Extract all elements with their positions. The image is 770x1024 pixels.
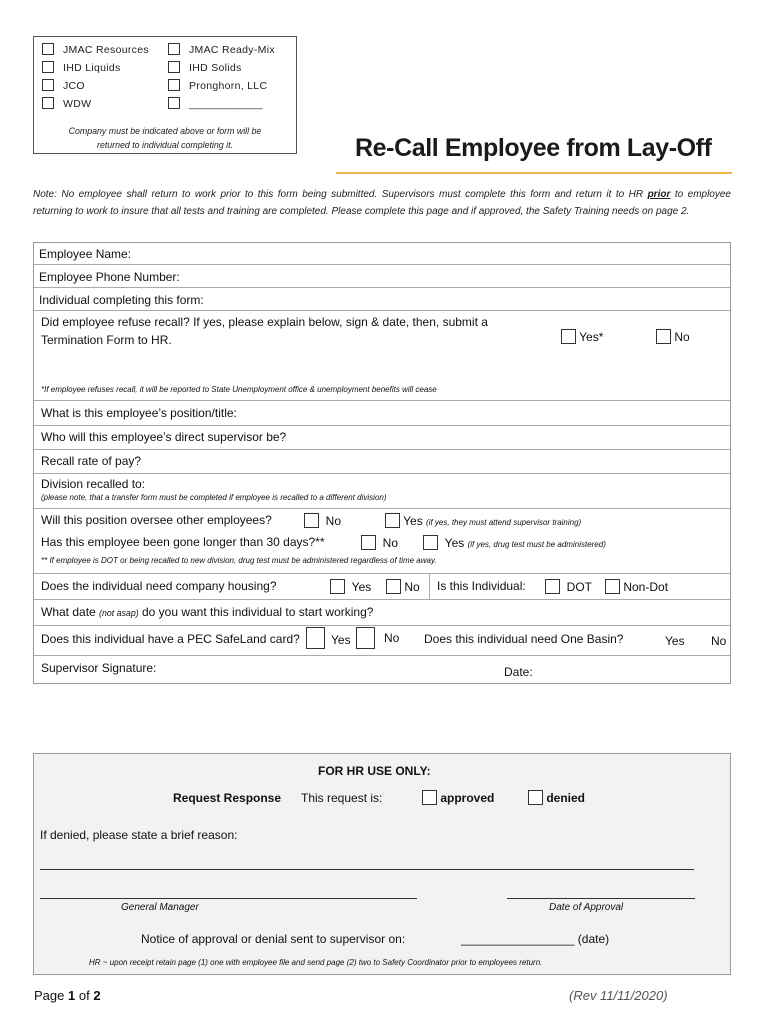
company-note-line: Company must be indicated above or form will be [68, 126, 262, 136]
denied-reason-label: If denied, please state a brief reason: [40, 828, 238, 842]
housing-yes-option[interactable] [330, 579, 371, 594]
checkbox[interactable] [168, 79, 180, 91]
instructions-note [33, 187, 731, 220]
recall-form [33, 242, 731, 684]
company-option-label: ____________ [189, 98, 263, 110]
checkbox[interactable] [385, 513, 400, 528]
company-option-label: IHD Solids [189, 62, 242, 74]
page-total: 2 [93, 988, 101, 1003]
request-response-label: Request Response [173, 791, 282, 805]
position-title-field[interactable]: What is this employee’s position/title: [41, 406, 237, 420]
option-label: No [325, 514, 342, 528]
company-option-label: Pronghorn, LLC [189, 80, 268, 92]
title-underline [336, 172, 732, 174]
supervisor-signature-field[interactable]: Supervisor Signature: [41, 661, 157, 675]
option-label: No [674, 330, 690, 344]
checkbox[interactable] [330, 579, 345, 594]
company-selection-box [33, 36, 297, 154]
company-option-pronghorn[interactable] [168, 79, 267, 92]
gone-no-option[interactable] [361, 535, 398, 550]
approval-date-line[interactable] [507, 898, 695, 899]
company-option-label: JMAC Ready-Mix [189, 44, 275, 56]
gone-yes-option[interactable] [423, 535, 606, 550]
notice-date-field[interactable]: _________________ (date) [461, 932, 610, 946]
oversee-yes-option[interactable] [385, 513, 581, 528]
page-current: 1 [68, 988, 76, 1003]
checkbox[interactable] [168, 97, 180, 109]
page-title: Re-Call Employee from Lay-Off [355, 134, 712, 162]
field-label: What date [41, 605, 100, 619]
option-label: approved [440, 791, 495, 805]
option-label: Yes [444, 536, 465, 550]
company-option-other[interactable] [168, 97, 263, 110]
column-divider [429, 573, 430, 599]
pec-question: Does this individual have a PEC SafeLand card? [41, 632, 300, 646]
option-note: (if yes, drug test must be administered) [467, 540, 606, 549]
oversee-no-option[interactable] [304, 513, 341, 528]
option-label: DOT [566, 580, 593, 594]
company-note [34, 124, 296, 152]
direct-supervisor-field[interactable]: Who will this employee’s direct supervisor be? [41, 430, 287, 444]
checkbox[interactable] [605, 579, 620, 594]
option-label: Non-Dot [623, 580, 669, 594]
refuse-footnote: *If employee refuses recall, it will be reported to State Unemployment office & unemployment benefits will cease [41, 385, 437, 394]
hr-heading: FOR HR USE ONLY: [318, 764, 431, 778]
checkbox[interactable] [304, 513, 319, 528]
option-label: denied [546, 791, 586, 805]
page-number [34, 988, 101, 1003]
revision-date: (Rev 11/11/2020) [569, 988, 668, 1003]
company-option-jmac-resources[interactable] [42, 43, 149, 56]
checkbox[interactable] [561, 329, 576, 344]
employee-name-field[interactable]: Employee Name: [39, 247, 132, 261]
refuse-recall-question-cont: Termination Form to HR. [41, 333, 172, 347]
housing-no-option[interactable] [386, 579, 420, 594]
checkbox[interactable] [42, 61, 54, 73]
note-text: Note: No employee shall return to work prior to this form being submitted. Supervisors must complete this form and return it to HR [33, 189, 648, 200]
checkbox[interactable] [42, 97, 54, 109]
company-option-jco[interactable] [42, 79, 85, 92]
request-is-label: This request is: [301, 791, 383, 805]
company-option-jmac-ready-mix[interactable] [168, 43, 275, 56]
division-note: (please note, that a transfer form must be completed if employee is recalled to a different division) [41, 493, 387, 502]
gm-signature-line[interactable] [40, 898, 417, 899]
refuse-recall-question: Did employee refuse recall? If yes, please explain below, sign & date, then, submit a [41, 315, 488, 329]
company-note-line: returned to individual completing it. [97, 140, 233, 150]
employee-phone-field[interactable]: Employee Phone Number: [39, 270, 180, 284]
gm-label: General Manager [121, 902, 199, 913]
denied-reason-line[interactable] [40, 869, 694, 870]
refuse-yes-option[interactable] [561, 329, 603, 344]
checkbox[interactable] [422, 790, 437, 805]
option-label: No [404, 580, 420, 594]
option-label: No [382, 536, 399, 550]
gone-30-days-question: Has this employee been gone longer than 30 days?** [41, 535, 325, 549]
refuse-no-option[interactable] [656, 329, 690, 344]
company-option-ihd-solids[interactable] [168, 61, 242, 74]
dot-footnote: ** If employee is DOT or being recalled to new division, drug test must be administered regardless of time away. [41, 556, 437, 565]
checkbox[interactable] [42, 43, 54, 55]
company-option-label: JMAC Resources [63, 44, 149, 56]
denied-option[interactable] [528, 790, 585, 805]
checkbox[interactable] [656, 329, 671, 344]
checkbox[interactable] [168, 61, 180, 73]
supervisor-date-field[interactable]: Date: [504, 665, 533, 679]
hr-retain-instruction: HR ~ upon receipt retain page (1) one with employee file and send page (2) two to Safety Coordinator prior to employees return. [89, 958, 543, 967]
field-label: do you want this individual to start working? [138, 605, 374, 619]
dot-option[interactable] [545, 579, 592, 594]
one-basin-no[interactable]: No [711, 634, 727, 648]
company-option-label: IHD Liquids [63, 62, 121, 74]
option-label: Yes [403, 514, 423, 528]
pec-no-label: No [384, 631, 400, 645]
individual-type-label: Is this Individual: [437, 579, 526, 593]
option-note: (if yes, they must attend supervisor training) [426, 518, 582, 527]
approved-option[interactable] [422, 790, 494, 805]
option-label: Yes [351, 580, 372, 594]
hr-use-only-box [33, 753, 731, 975]
page-of: of [78, 988, 90, 1003]
option-label: Yes* [579, 330, 604, 344]
recall-rate-field[interactable]: Recall rate of pay? [41, 454, 142, 468]
checkbox[interactable] [42, 79, 54, 91]
one-basin-yes[interactable]: Yes [665, 634, 685, 648]
checkbox[interactable] [168, 43, 180, 55]
non-dot-option[interactable] [605, 579, 668, 594]
pec-yes-label: Yes [331, 633, 351, 647]
start-date-field[interactable] [41, 605, 373, 619]
notice-label: Notice of approval or denial sent to supervisor on: [141, 932, 406, 946]
individual-completing-field[interactable]: Individual completing this form: [39, 293, 204, 307]
note-emphasis: prior [647, 189, 671, 200]
note-text: to employee returning to work to insure that all tests and training are completed. Please complete this page and if approved, the Safety Training needs on page 2. [33, 189, 731, 217]
company-option-ihd-liquids[interactable] [42, 61, 121, 74]
checkbox[interactable] [528, 790, 543, 805]
field-note: (not asap) [99, 608, 139, 618]
page-word: Page [34, 988, 65, 1003]
company-option-wdw[interactable] [42, 97, 91, 110]
checkbox[interactable] [545, 579, 560, 594]
approval-date-label: Date of Approval [549, 902, 624, 913]
company-option-label: WDW [63, 98, 92, 110]
checkbox[interactable] [423, 535, 438, 550]
one-basin-question: Does this individual need One Basin? [424, 632, 624, 646]
housing-question: Does the individual need company housing? [41, 579, 277, 593]
pec-yes-checkbox[interactable] [306, 627, 325, 649]
division-recalled-field[interactable]: Division recalled to: [41, 477, 146, 491]
checkbox[interactable] [361, 535, 376, 550]
checkbox[interactable] [386, 579, 401, 594]
pec-no-checkbox[interactable] [356, 627, 375, 649]
oversee-question: Will this position oversee other employees? [41, 513, 272, 527]
company-option-label: JCO [63, 80, 85, 92]
